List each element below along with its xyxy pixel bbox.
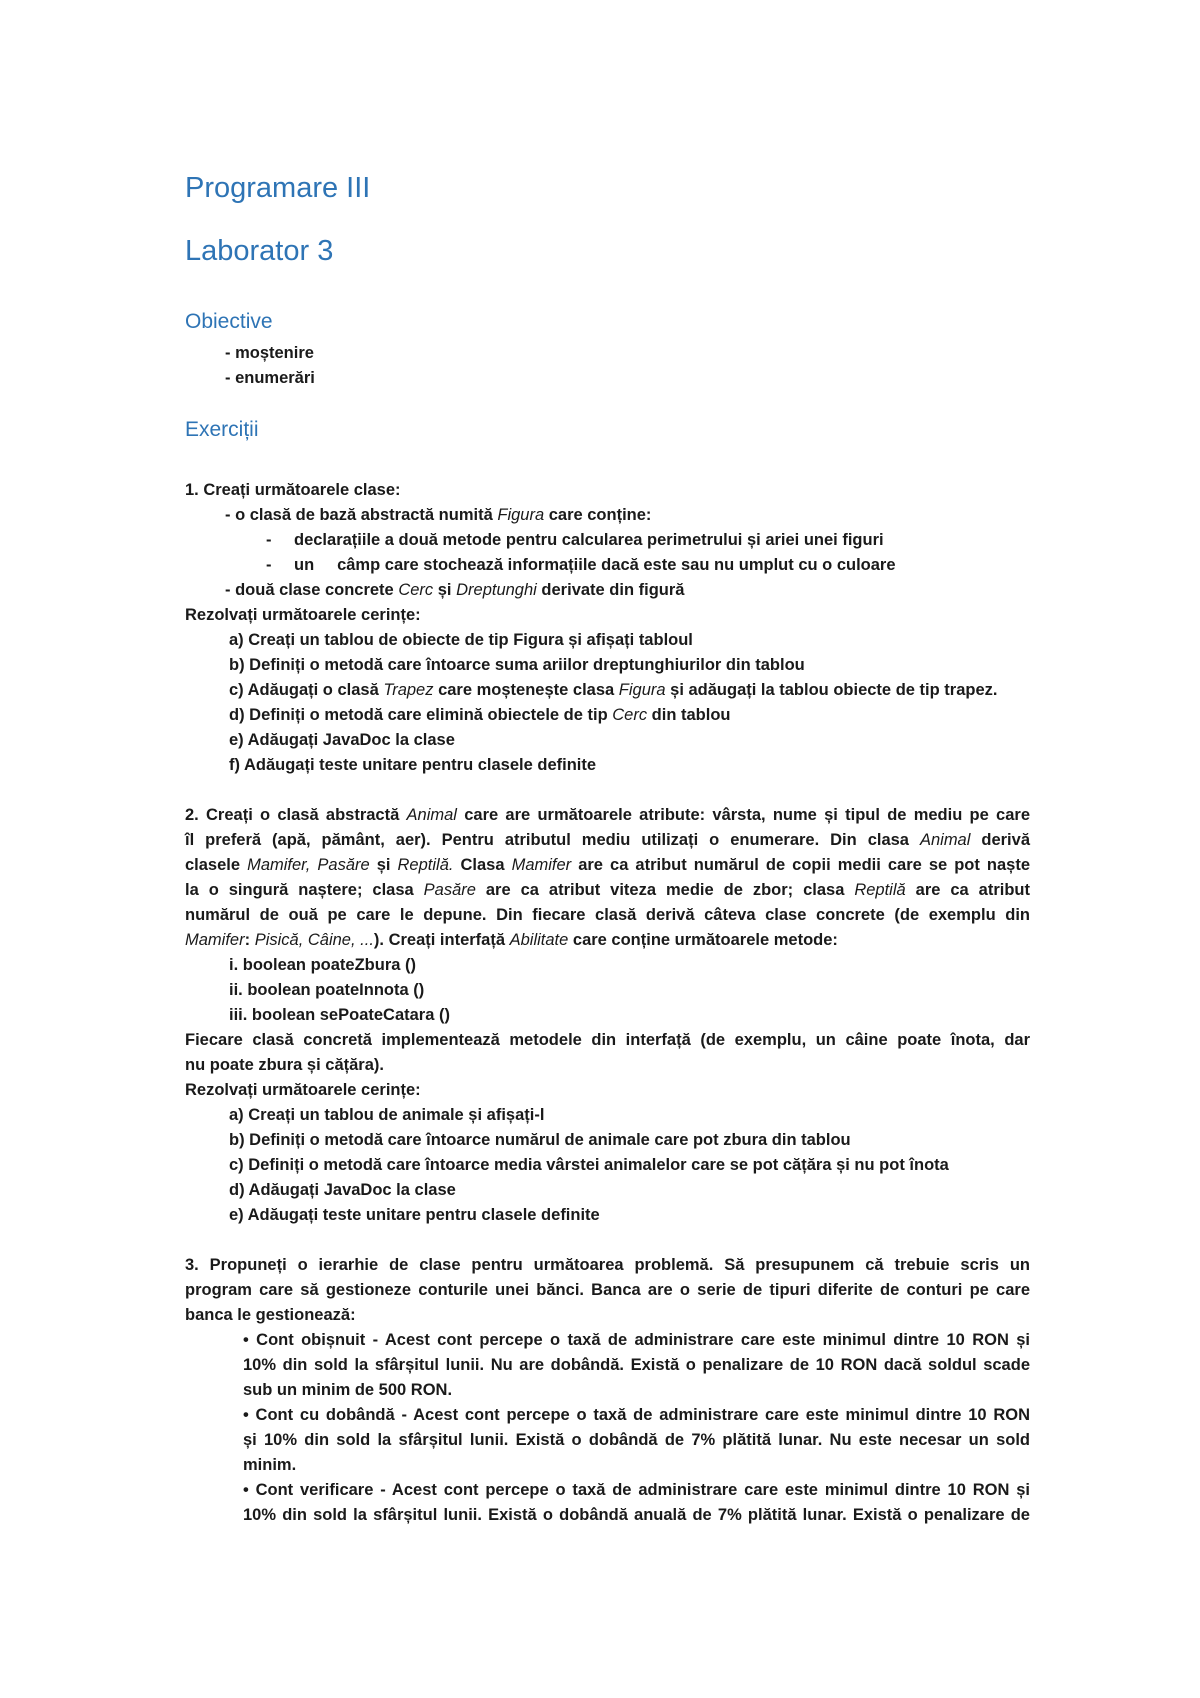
ex2-task: b) Definiți o metodă care întoarce numărul de animale care pot zbura din tablou (229, 1131, 851, 1149)
ex2-paragraph: numărul de ouă pe care le depune. Din fiecare clasă derivă câteva clase concrete (de exemplu din (185, 906, 1030, 924)
ex3-paragraph: 3. Propuneți o ierarhie de clase pentru următoarea problemă. Să presupunem că trebuie scris un (185, 1256, 1030, 1274)
ex3-paragraph: program care să gestioneze conturile unei bănci. Banca are o serie de tipuri diferite de conturi pe care (185, 1281, 1030, 1299)
ex1-requirements: Rezolvați următoarele cerințe: (185, 606, 421, 624)
document-title: Programare III (185, 172, 371, 204)
objective-item: - moștenire (225, 344, 314, 362)
ex2-paragraph: îl preferă (apă, pământ, aer). Pentru atributul mediu utilizați o enumerare. Din clasa Animal derivă (185, 831, 1030, 849)
ex2-paragraph: clasele Mamifer, Pasăre și Reptilă. Clasa Mamifer are ca atribut numărul de copii medii care se pot naște (185, 856, 1031, 874)
ex2-task: d) Adăugați JavaDoc la clase (229, 1181, 456, 1199)
bullet-dash: - (266, 556, 272, 574)
ex3-account-item: și 10% din sold la sfârșitul lunii. Există o dobândă de 7% plătită lunar. Nu este necesar un sold (243, 1431, 1030, 1449)
ex3-account-item: minim. (243, 1456, 297, 1474)
ex1-line: - o clasă de bază abstractă numită Figura care conține: (225, 506, 652, 524)
ex2-task: e) Adăugați teste unitare pentru clasele definite (229, 1206, 600, 1224)
ex1-intro: 1. Creați următoarele clase: (185, 481, 401, 499)
objectives-heading: Obiective (185, 310, 273, 333)
ex1-task: b) Definiți o metodă care întoarce suma ariilor dreptunghiurilor din tablou (229, 656, 805, 674)
ex2-paragraph: la o singură naștere; clasa Pasăre are ca atribut viteza medie de zbor; clasa Reptilă are ca atribut (185, 881, 1030, 899)
ex1-line: - două clase concrete Cerc și Dreptunghi derivate din figură (225, 581, 685, 599)
ex2-method: i. boolean poateZbura () (229, 956, 417, 974)
ex3-account-item: 10% din sold la sfârșitul lunii. Există o dobândă anuală de 7% plătită lunar. Există o penalizare de (243, 1506, 1030, 1524)
ex3-paragraph: banca le gestionează: (185, 1306, 356, 1324)
ex3-account-item: 10% din sold la sfârșitul lunii. Nu are dobândă. Există o penalizare de 10 RON dacă soldul scade (243, 1356, 1030, 1374)
ex1-bullet: declarațiile a două metode pentru calcularea perimetrului și ariei unei figuri (294, 531, 884, 549)
ex2-paragraph: Fiecare clasă concretă implementează metodele din interfață (de exemplu, un câine poate înota, dar (185, 1031, 1030, 1049)
ex2-paragraph: Mamifer: Pisică, Câine, ...). Creați interfață Abilitate care conține următoarele metode: (185, 931, 838, 949)
ex2-task: c) Definiți o metodă care întoarce media vârstei animalelor care se pot cățăra și nu pot înota (229, 1156, 949, 1174)
ex2-paragraph: nu poate zbura și cățăra). (185, 1056, 384, 1074)
ex2-paragraph: 2. Creați o clasă abstractă Animal care are următoarele atribute: vârsta, nume și tipul de mediu pe care (185, 806, 1030, 824)
objective-item: - enumerări (225, 369, 315, 387)
ex1-task: a) Creați un tablou de obiecte de tip Figura și afișați tabloul (229, 631, 693, 649)
ex2-method: ii. boolean poateInnota () (229, 981, 425, 999)
ex3-account-item: • Cont obișnuit - Acest cont percepe o taxă de administrare care este minimul dintre 10 RON și (243, 1331, 1030, 1349)
ex1-task: f) Adăugați teste unitare pentru clasele definite (229, 756, 597, 774)
ex2-task: a) Creați un tablou de animale și afișați-l (229, 1106, 545, 1124)
ex3-account-item: • Cont cu dobândă - Acest cont percepe o taxă de administrare care este minimul dintre 10 RON (243, 1406, 1030, 1424)
ex1-task: c) Adăugați o clasă Trapez care moștenește clasa Figura și adăugați la tablou obiecte de tip trapez. (229, 681, 998, 699)
exercises-heading: Exerciții (185, 418, 259, 441)
ex3-account-item: • Cont verificare - Acest cont percepe o taxă de administrare care este minimul dintre 10 RON și (243, 1481, 1030, 1499)
ex1-task: d) Definiți o metodă care elimină obiectele de tip Cerc din tablou (229, 706, 731, 724)
document-subtitle: Laborator 3 (185, 235, 334, 267)
ex3-account-item: sub un minim de 500 RON. (243, 1381, 453, 1399)
ex1-bullet: un câmp care stochează informațiile dacă este sau nu umplut cu o culoare (294, 556, 896, 574)
ex1-task: e) Adăugați JavaDoc la clase (229, 731, 455, 749)
ex2-requirements: Rezolvați următoarele cerințe: (185, 1081, 421, 1099)
ex2-method: iii. boolean sePoateCatara () (229, 1006, 450, 1024)
bullet-dash: - (266, 531, 272, 549)
